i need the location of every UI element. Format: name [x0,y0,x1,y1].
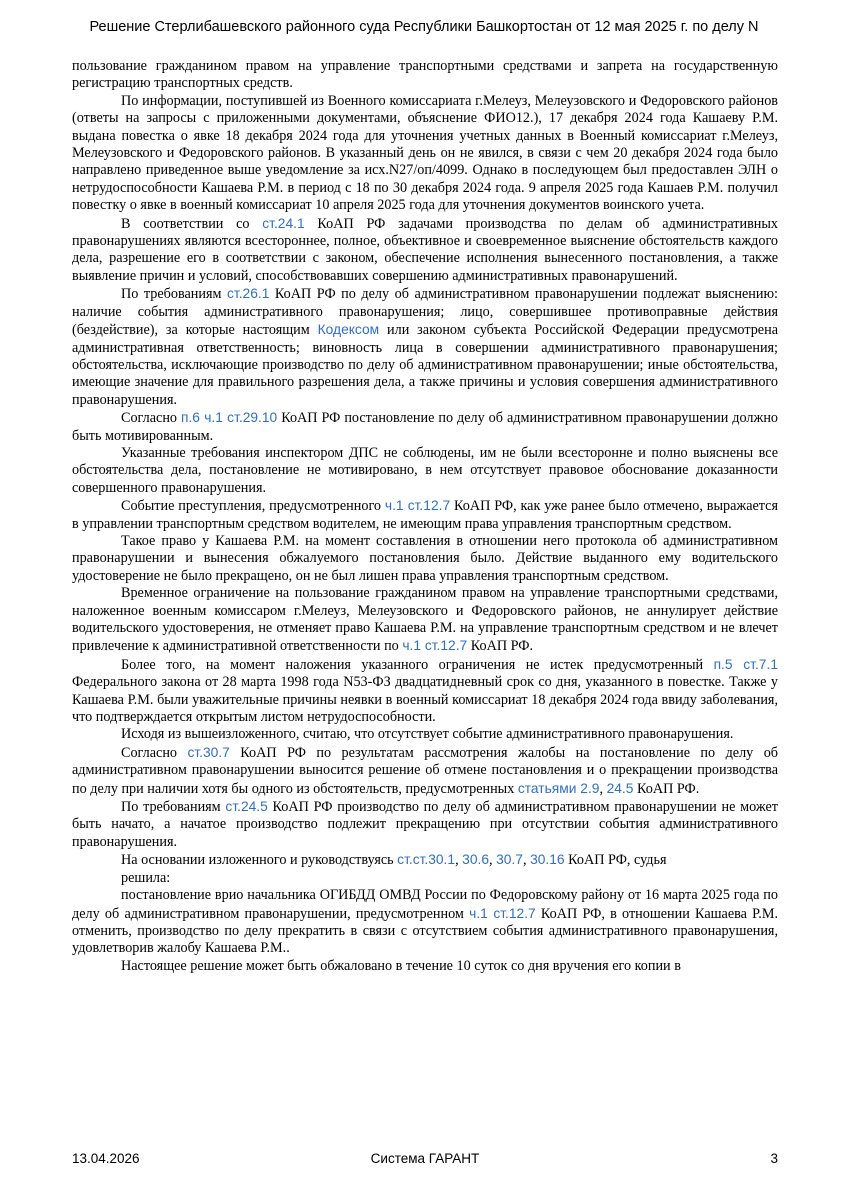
paragraph [72,887,778,958]
paragraph-text: Настоящее решение может быть обжаловано в течение 10 суток со дня вручения его копии в [121,957,681,974]
paragraph-text: По информации, поступившей из Военного комиссариата г.Мелеуз, Мелеузовского и Федоровского районов (ответы на запросы с приложенными документами, объяснение ФИО12.), 17 декабря 2024 года Кашаеву Р.М. выдана повестка о явке 18 декабря 2024 года для уточнения учетных данных в Военный комиссариат г.Мелеуз, Мелеузовского и Федоровского районов. В указанный день он не явился, в связи с чем 20 декабря 2024 года было направлено приведенное выше уведомление за исх.N27/оп/4099. Однако в последующем был предоставлен ЭЛН о нетрудоспособности Кашаева Р.М. в период с 18 по 30 декабря 2024 года. 9 апреля 2025 года Кашаев Р.М. получил повестку о явке в военный комиссариат 10 апреля 2025 года для уточнения документов воинского учета. [72,92,778,214]
paragraph-text: Исходя из вышеизложенного, считаю, что отсутствует событие административного правонарушения. [121,726,734,743]
paragraph [72,656,778,727]
law-reference-link[interactable]: ч.1 ст.12.7 [469,905,536,921]
paragraph-text: Временное ограничение на пользование гражданином правом на управление транспортными средствами, наложенное военным комиссаром г.Мелеуз, Мелеузовского и Федоровского районов, не аннулирует действие водительского удостоверения, не отменяет право Кашаева Р.М. на управление транспортным средством и не влечет привлечение к административной ответственности по [72,585,778,655]
paragraph-text: , [522,852,531,869]
paragraph-text: По требованиям [121,799,226,816]
paragraph-text: , [599,780,607,797]
paragraph-text: КоАП РФ производство по делу об административном правонарушении не может быть начато, а начатое производство подлежит прекращению при отсутствии события административного правонарушения. [72,799,778,850]
paragraph-text: решила: [121,869,171,886]
paragraph [72,285,778,409]
footer-system-name: Система ГАРАНТ [370,1151,480,1166]
paragraph-text: По требованиям [121,286,227,303]
paragraph-text: КоАП РФ задачами производства по делам об административных правонарушениях являются всестороннее, полное, объективное и своевременное выяснение обстоятельств каждого дела, разрешение его в соответствии с законом, обеспечение исполнения вынесенного постановления, а также выявление причин и условий, способствовавших совершению административных правонарушений. [72,215,778,284]
paragraph-text: КоАП РФ, судья [564,852,667,869]
paragraph [72,497,778,533]
law-reference-link[interactable]: ч.1 ст.12.7 [402,638,468,654]
document-title: Решение Стерлибашевского районного суда Республики Башкортостан от 12 мая 2025 г. по делу N [89,19,759,35]
paragraph [72,93,778,215]
paragraph [72,870,778,887]
law-reference-link[interactable]: Кодексом [317,322,380,338]
law-reference-link[interactable]: ст.24.5 [225,799,268,815]
page-footer [72,1151,778,1169]
law-reference-link[interactable]: ст.26.1 [227,286,270,302]
paragraph-text: или законом субъекта Российской Федерации предусмотрена административная ответственность; виновность лица в совершении административного правонарушения; обстоятельства, исключающие производство по делу об административном правонарушении; иные обстоятельства, имеющие значение для правильного разрешения дела, а также причины и условия совершения административного правонарушения. [72,322,778,408]
paragraph [72,726,778,743]
law-reference-link[interactable]: п.5 ст.7.1 [713,656,778,672]
law-reference-link[interactable]: 30.6 [462,852,490,868]
law-reference-link[interactable]: ст.ст.30.1 [397,852,456,868]
paragraph-text: КоАП РФ по делу об административном правонарушении подлежат выяснению: наличие события административного правонарушения; лицо, совершившее противоправные действия (бездействие), за которые настоящим [72,286,778,339]
paragraph-text: КоАП РФ. [467,638,534,655]
paragraph-text: Такое право у Кашаева Р.М. на момент составления в отношении него протокола об административном правонарушении и вынесения обжалуемого постановления было. Действие выданного ему водительского удостоверение не было прекращено, он не был лишен права управления транспортным средством. [72,532,778,584]
paragraph [72,585,778,656]
paragraph-text: КоАП РФ, как уже ранее было отмечено, выражается в управлении транспортным средством водителем, не имеющим права управления транспортным средством. [72,498,778,532]
paragraph [72,215,778,286]
paragraph [72,409,778,445]
document-body [72,58,778,975]
law-reference-link[interactable]: 30.16 [530,852,565,868]
paragraph-text: Более того, на момент наложения указанного ограничения не истек предусмотренный [121,656,714,673]
law-reference-link[interactable]: 24.5 [606,780,634,796]
paragraph-text: КоАП РФ, в отношении Кашаева Р.М. отменить, производство по делу прекратить в связи с отсутствием события административного правонарушения, удовлетворив жалобу Кашаева Р.М.. [72,905,778,957]
page-header [0,18,848,36]
paragraph [72,744,778,798]
paragraph [72,798,778,851]
law-reference-link[interactable]: ст.24.1 [262,215,305,231]
paragraph-text: Событие преступления, предусмотренного [121,498,385,515]
paragraph [72,445,778,497]
paragraph-text: Согласно [121,744,188,761]
paragraph-text: КоАП РФ. [633,780,700,797]
paragraph-text: пользование гражданином правом на управление транспортными средствами и запрета на государственную регистрацию транспортных средств. [72,58,778,92]
paragraph-text: В соответствии со [121,215,263,232]
law-reference-link[interactable]: статьями 2.9 [517,780,600,796]
law-reference-link[interactable]: п.6 ч.1 ст.29.10 [180,410,278,426]
paragraph-text: Согласно [121,410,181,427]
paragraph-text: КоАП РФ по результатам рассмотрения жалобы на постановление по делу об административном правонарушении выносится решение об отмене постановления и о прекращении производства по делу при наличии хотя бы одного из обстоятельств, предусмотренных [72,744,779,797]
paragraph-text: КоАП РФ постановление по делу об административном правонарушении должно быть мотивированным. [72,410,778,444]
paragraph [72,533,778,585]
footer-date: 13.04.2026 [72,1151,140,1166]
paragraph-text: Указанные требования инспектором ДПС не соблюдены, им не были всесторонне и полно выяснены все обстоятельства дела, постановление не мотивировано, в нем отсутствует правовое обоснование доказанности совершенного правонарушения. [72,444,778,496]
paragraph-text: На основании изложенного и руководствуясь [121,852,398,869]
paragraph-text: , [489,852,497,869]
paragraph [72,58,778,93]
paragraph [72,851,778,869]
paragraph [72,958,778,975]
page-number: 3 [770,1151,778,1166]
law-reference-link[interactable]: ст.30.7 [187,744,230,760]
law-reference-link[interactable]: ч.1 ст.12.7 [384,498,451,514]
paragraph-text: , [455,852,463,869]
paragraph-text: Федерального закона от 28 марта 1998 года N53-ФЗ двадцатидневный срок со дня, указанного в повестке. Также у Кашаева Р.М. были уважительные причины неявки в военный комиссариат 18 декабря 2024 года ввиду заболевания, что подтверждается открытым листом нетрудоспособности. [72,674,778,726]
law-reference-link[interactable]: 30.7 [496,852,523,868]
paragraph-text: постановление врио начальника ОГИБДД ОМВД России по Федоровскому району от 16 марта 2025 года по делу об административном правонарушении, предусмотренном [72,887,778,922]
